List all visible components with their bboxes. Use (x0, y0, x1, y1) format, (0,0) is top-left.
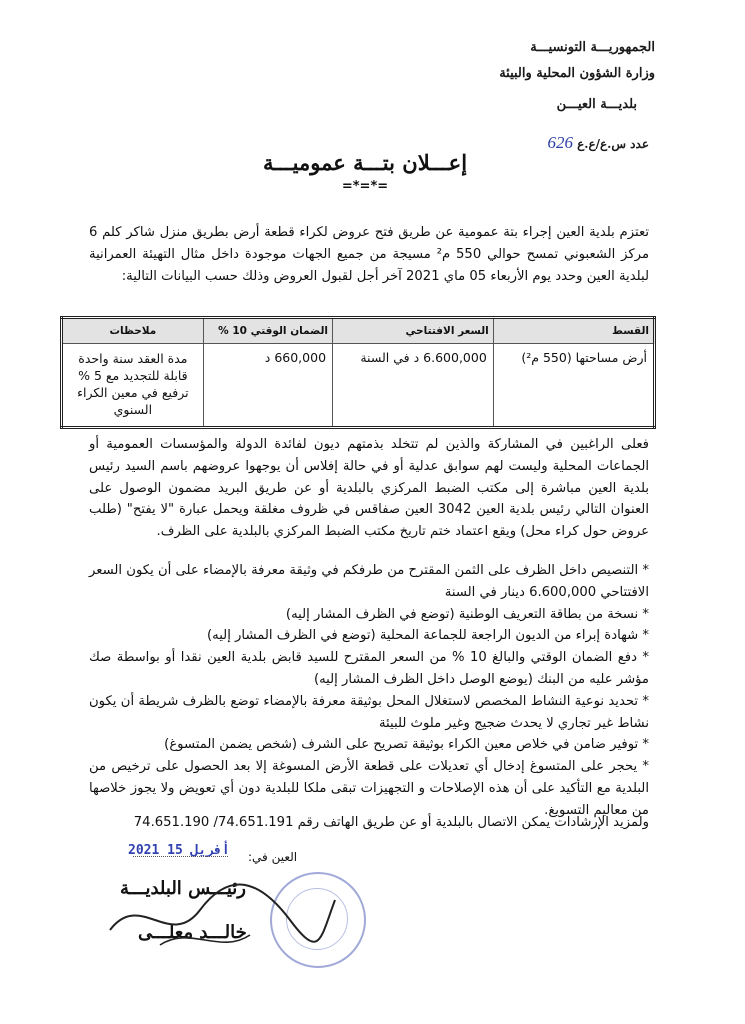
list-item: * يحجر على المتسوغ إدخال أي تعديلات على قطعة الأرض المسوغة إلا بعد الحصول على ترخيص من البلدية مع التأكيد على أن هذه الإصلاحات و التجهيزات تبقى ملكا للبلدية دون أي تعويض ولا يجوز خلاصها من معاليم التسويغ. (89, 759, 649, 818)
list-item: * نسخة من بطاقة التعريف الوطنية (توضع في الظرف المشار إليه) (285, 606, 649, 622)
bid-table-header-row (62, 318, 655, 344)
list-item: * شهادة إبراء من الديون الراجعة للجماعة المحلية (توضع في الظرف المشار إليه) (206, 628, 649, 644)
list-item: * دفع الضمان الوقتي والبالغ 10 % من السعر المقترح للسيد قابض بلدية العين نقدا أو بواسطة صك مؤشر عليه من البنك (يوضع الوصل داخل الظرف المشار إليه) (89, 650, 649, 687)
table-row (62, 344, 655, 428)
cell-lot: أرض مساحتها (550 م²) (493, 344, 654, 428)
conditions-paragraph (89, 434, 649, 543)
place-label: العين في: (248, 850, 298, 864)
requirements-list (89, 560, 649, 822)
cell-price: 6.600,000 د في السنة (333, 344, 494, 428)
list-item: * تحديد نوعية النشاط المخصص لاستغلال المحل بوثيقة معرفة بالإمضاء توضع بالظرف شريطة أن يكون نشاط غير تجاري لا يحدث ضجيج وغير ملوث للبيئة (89, 693, 649, 731)
header-lot: القسط (493, 318, 654, 344)
page-title: إعـــلان بتـــة عموميـــة (262, 150, 468, 175)
header-ministry: وزارة الشؤون المحلية والبيئة (499, 66, 655, 81)
header-notes: ملاحظات (62, 318, 204, 344)
header-reference (547, 133, 649, 153)
reference-suffix: عدد س.ع/ع.ع (577, 137, 649, 151)
reference-number: 626 (547, 133, 573, 152)
cell-guarantee: 660,000 د (203, 344, 332, 428)
list-item: * التنصيص داخل الظرف على الثمن المقترح من طرفكم في وثيقة معرفة بالإمضاء على أن يكون السعر الافتتاحي 6.600,000 دينار في السنة (89, 563, 649, 600)
signatory-name: خالـــد معلـــى (138, 922, 247, 943)
contact-info: ولمزيد الإرشادات يمكن الاتصال بالبلدية أو عن طريق الهاتف رقم 74.651.191/ 74.651.190 (133, 815, 649, 830)
list-item: * توفير ضامن في خلاص معين الكراء بوثيقة تصريح على الشرف (شخص يضمن المتسوغ) (164, 737, 649, 753)
intro-paragraph: تعتزم بلدية العين إجراء بتة عمومية عن طريق فتح عروض لكراء قطعة أرض بطريق منزل شاكر كلم 6 مركز الشعبوني تمسح حوالي 550 م² مسيجة من جميع الجهات موجودة داخل مثال التهيئة العمرانية لبلدية العين وحدد يوم الأربعاء 05 ماي 2021 آخر أجل لقبول العروض وذلك حسب البيانات التالية: (89, 225, 650, 284)
header-municipality: بلديـــة العيـــن (556, 97, 637, 112)
bid-table (60, 316, 656, 429)
handwritten-signature-icon (100, 870, 340, 960)
title-decoration: =*=*= (341, 179, 389, 194)
date-stamp: 2021 أفريل 15 (128, 843, 230, 858)
cell-notes: مدة العقد سنة واحدة قابلة للتجديد مع 5 % ترفيع في معين الكراء السنوي (62, 344, 204, 428)
header-guarantee: الضمان الوقتي 10 % (203, 318, 332, 344)
date-dotted-line (133, 856, 228, 857)
signatory-title: رئيـــس البلديـــة (120, 878, 246, 899)
conditions-text: فعلى الراغبين في المشاركة والذين لم تتخلد بذمتهم ديون لفائدة الدولة والمؤسسات العمومية أو الجماعات المحلية وليست لهم سوابق عدلية أو في حالة إفلاس أن يوجهوا عروضهم باسم السيد رئيس بلدية العين مباشرة إلى مكتب الضبط المركزي بالبلدية أو عن طريق البريد مضمون الوصول على العنوان التالي رئيس بلدية العين 3042 العين صفاقس في ظروف مغلقة ويحمل عبارة "لا يفتح" (طلب عروض حول كراء محل) ويقع اعتماد ختم تاريخ مكتب الضبط المركزي بالبلدية على الظرف. (89, 437, 649, 540)
header-country: الجمهوريـــة التونسيـــة (530, 40, 655, 55)
header-price: السعر الافتتاحي (333, 318, 494, 344)
